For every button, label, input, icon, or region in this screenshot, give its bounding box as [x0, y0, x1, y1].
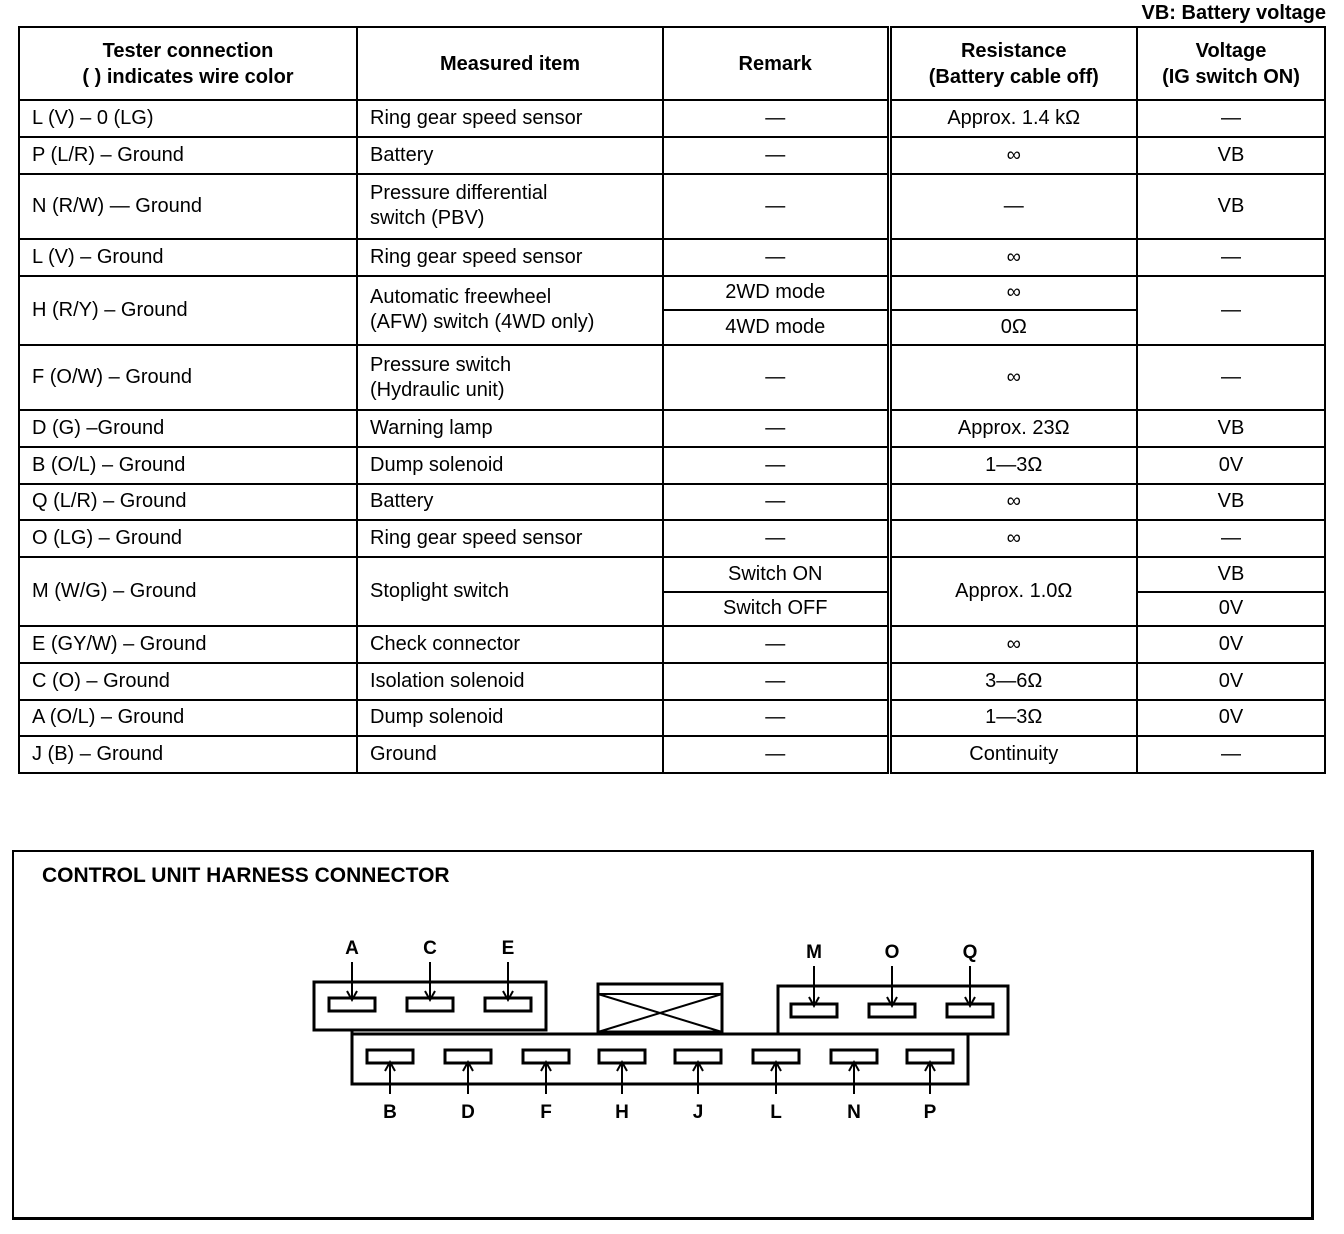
cell-text: Continuity — [969, 743, 1059, 766]
cell-text: VB — [1217, 562, 1245, 585]
cell-text: Switch OFF — [723, 597, 828, 620]
pin-label: B — [383, 1102, 397, 1123]
cell-text: 4WD mode — [725, 316, 826, 339]
cell-text: — — [765, 453, 786, 476]
cell-text: Approx. 23Ω — [957, 417, 1070, 439]
cell-text: C (O) – Ground — [32, 669, 170, 692]
cell-text: Pressure differential — [370, 182, 548, 205]
cell-text: — — [765, 366, 786, 389]
connector-title: CONTROL UNIT HARNESS CONNECTOR — [42, 864, 450, 887]
cell-text: 0V — [1218, 453, 1244, 476]
cell-text: ∞ — [1006, 366, 1021, 389]
cell-text: — — [1221, 366, 1241, 389]
cell-text: E (GY/W) – Ground — [32, 633, 207, 656]
cell-text: Battery — [370, 490, 434, 513]
pin-label: N — [847, 1102, 861, 1123]
cell-text: J (B) – Ground — [32, 743, 164, 766]
cell-text: F (O/W) – Ground — [32, 366, 193, 389]
cell-text: — — [765, 490, 786, 513]
cell-text: — — [765, 743, 786, 766]
cell-text: Isolation solenoid — [370, 669, 525, 692]
cell-text: B (O/L) – Ground — [32, 453, 186, 476]
cell-text: A (O/L) – Ground — [32, 706, 185, 729]
cell-text: VB — [1217, 490, 1245, 513]
pin-label: M — [806, 942, 822, 963]
cell-text: 0Ω — [1000, 316, 1027, 339]
pin-label: H — [615, 1102, 629, 1123]
cell-text: 3—6Ω — [985, 669, 1043, 692]
cell-text: VB — [1217, 417, 1245, 439]
cell-text: VB — [1217, 194, 1245, 217]
cell-text: Automatic freewheel — [370, 286, 552, 309]
cell-text: — — [1221, 245, 1241, 268]
cell-text: Dump solenoid — [370, 453, 504, 476]
cell-text: L (V) – Ground — [32, 245, 164, 268]
cell-text: Ring gear speed sensor — [370, 107, 583, 130]
cell-text: — — [765, 143, 786, 166]
cell-text: — — [765, 669, 786, 692]
cell-text: O (LG) – Ground — [32, 527, 183, 550]
cell-text: — — [765, 107, 786, 130]
cell-text: Q (L/R) – Ground — [32, 490, 187, 513]
cell-text: ∞ — [1006, 633, 1021, 656]
cell-text: 2WD mode — [725, 281, 826, 304]
battery-voltage-note: VB: Battery voltage — [1141, 2, 1326, 24]
cell-text: — — [765, 527, 786, 550]
cell-text: 0V — [1218, 669, 1244, 692]
cell-text: P (L/R) – Ground — [32, 143, 184, 166]
cell-text: Switch ON — [728, 562, 823, 585]
cell-text: ∞ — [1006, 245, 1021, 268]
connector-latch — [598, 984, 722, 1032]
cell-text: 1—3Ω — [985, 453, 1043, 476]
cell-text: Approx. 1.4 kΩ — [947, 107, 1081, 130]
cell-text: — — [1221, 527, 1241, 550]
cell-text: 0V — [1218, 633, 1244, 656]
pin-label: D — [461, 1102, 475, 1123]
cell-text: N (R/W) — Ground — [32, 194, 203, 217]
cell-text: H (R/Y) – Ground — [32, 298, 188, 321]
cell-text: Warning lamp — [370, 417, 493, 439]
header-text: (Battery cable off) — [928, 65, 1099, 88]
cell-text: D (G) –Ground — [32, 417, 165, 439]
cell-text: VB — [1217, 143, 1245, 166]
header-text: Tester connection — [102, 39, 274, 62]
cell-text: Ring gear speed sensor — [370, 245, 583, 268]
cell-text: 0V — [1218, 597, 1244, 620]
pin-label: J — [692, 1102, 704, 1123]
pin-label: O — [884, 942, 900, 963]
cell-text: switch (PBV) — [370, 207, 485, 230]
cell-text: Ground — [370, 743, 437, 766]
pin-label: L — [770, 1102, 782, 1123]
header-text: (IG switch ON) — [1162, 65, 1300, 88]
header-text: Measured item — [439, 52, 581, 75]
cell-text: Pressure switch — [370, 353, 512, 376]
cell-text: Check connector — [370, 633, 521, 656]
header-text: ( ) indicates wire color — [82, 65, 294, 88]
cell-text: Stoplight switch — [370, 580, 509, 603]
cell-text: Approx. 1.0Ω — [955, 580, 1073, 603]
cell-text: — — [765, 706, 786, 729]
pin-label: C — [423, 938, 437, 959]
pin-label: E — [501, 938, 515, 959]
cell-text: — — [1003, 194, 1024, 217]
cell-text: L (V) – 0 (LG) — [32, 107, 154, 130]
cell-text: ∞ — [1006, 143, 1021, 166]
pin-label: P — [923, 1102, 937, 1123]
header-text: Voltage — [1195, 39, 1267, 62]
cell-text: Dump solenoid — [370, 706, 504, 729]
cell-text: — — [1221, 107, 1241, 130]
cell-text: Battery — [370, 143, 434, 166]
pin-label: F — [540, 1102, 552, 1123]
cell-text: 1—3Ω — [985, 706, 1043, 729]
cell-text: — — [765, 633, 786, 656]
pin-label: A — [345, 938, 359, 959]
cell-text: — — [1221, 743, 1241, 766]
header-text: Remark — [738, 52, 812, 75]
cell-text: 0V — [1218, 706, 1244, 729]
header-text: Resistance — [960, 39, 1067, 62]
cell-text: (AFW) switch (4WD only) — [370, 311, 595, 334]
cell-text: ∞ — [1006, 527, 1021, 550]
cell-text: — — [765, 194, 786, 217]
cell-text: — — [1221, 298, 1241, 321]
cell-text: — — [765, 417, 786, 439]
cell-text: Ring gear speed sensor — [370, 527, 583, 550]
cell-text: ∞ — [1006, 490, 1021, 513]
cell-text: ∞ — [1006, 281, 1021, 304]
cell-text: (Hydraulic unit) — [370, 378, 505, 401]
cell-text: M (W/G) – Ground — [32, 580, 197, 603]
pin-label: Q — [962, 942, 978, 963]
cell-text: — — [765, 245, 786, 268]
